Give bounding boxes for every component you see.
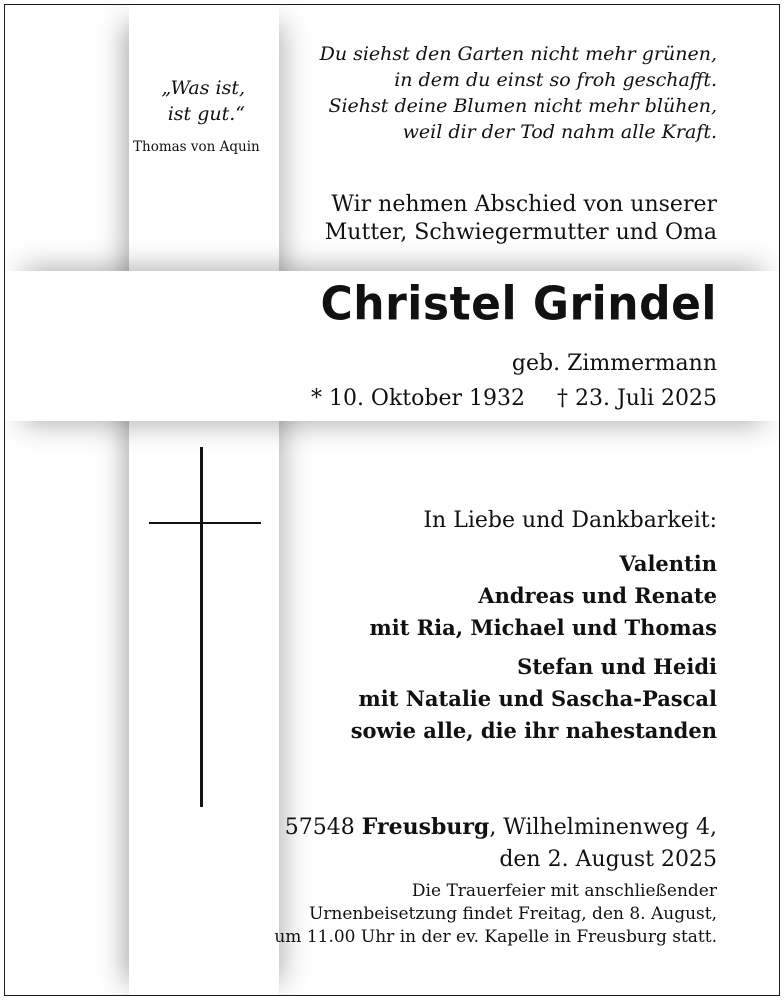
maiden-name: geb. Zimmermann — [511, 351, 717, 376]
obituary-frame — [4, 4, 780, 996]
life-dates — [311, 386, 717, 411]
poem-line: in dem du einst so froh geschafft. — [394, 69, 717, 91]
quote-author: Thomas von Aquin — [133, 139, 260, 155]
notice-line: Die Trauerfeier mit anschließender — [411, 881, 717, 901]
family-member: Andreas und Renate — [478, 583, 717, 608]
quote — [155, 75, 245, 127]
address-zip: 57548 — [284, 815, 355, 840]
intro-line: Wir nehmen Abschied von unserer — [331, 192, 717, 217]
family-member: mit Natalie und Sascha-Pascal — [358, 686, 717, 711]
poem — [320, 41, 717, 145]
intro-text — [325, 191, 717, 247]
family-member: Valentin — [619, 551, 717, 576]
family-list — [351, 548, 717, 747]
intro-line: Mutter, Schwiegermutter und Oma — [324, 220, 717, 245]
family-member: mit Ria, Michael und Thomas — [369, 615, 717, 640]
cross-icon-horizontal-bar — [149, 522, 261, 524]
address-line — [285, 811, 717, 844]
quote-line: „Was ist, — [161, 77, 245, 99]
background-cross-center — [129, 271, 279, 421]
family-member: sowie alle, die ihr nahestanden — [350, 718, 717, 743]
cross-icon-vertical-bar — [200, 447, 203, 807]
address-street: , Wilhelminenweg 4, — [489, 815, 717, 840]
address-town: Freusburg — [361, 814, 490, 840]
address-date: den 2. August 2025 — [499, 847, 717, 872]
notice-line: um 11.00 Uhr in der ev. Kapelle in Freusburg statt. — [274, 927, 717, 947]
funeral-notice — [274, 880, 717, 949]
poem-line: Siehst deine Blumen nicht mehr blühen, — [328, 95, 717, 117]
notice-line: Urnenbeisetzung findet Freitag, den 8. August, — [308, 904, 717, 924]
birth-date: * 10. Oktober 1932 — [310, 386, 525, 411]
address-block — [285, 811, 717, 876]
family-member: Stefan und Heidi — [517, 654, 717, 679]
death-date: † 23. Juli 2025 — [556, 386, 717, 411]
love-line: In Liebe und Dankbarkeit: — [423, 508, 717, 533]
quote-line: ist gut.“ — [167, 103, 245, 125]
poem-line: Du siehst den Garten nicht mehr grünen, — [319, 43, 717, 65]
deceased-name: Christel Grindel — [320, 277, 717, 332]
poem-line: weil dir der Tod nahm alle Kraft. — [402, 121, 717, 143]
